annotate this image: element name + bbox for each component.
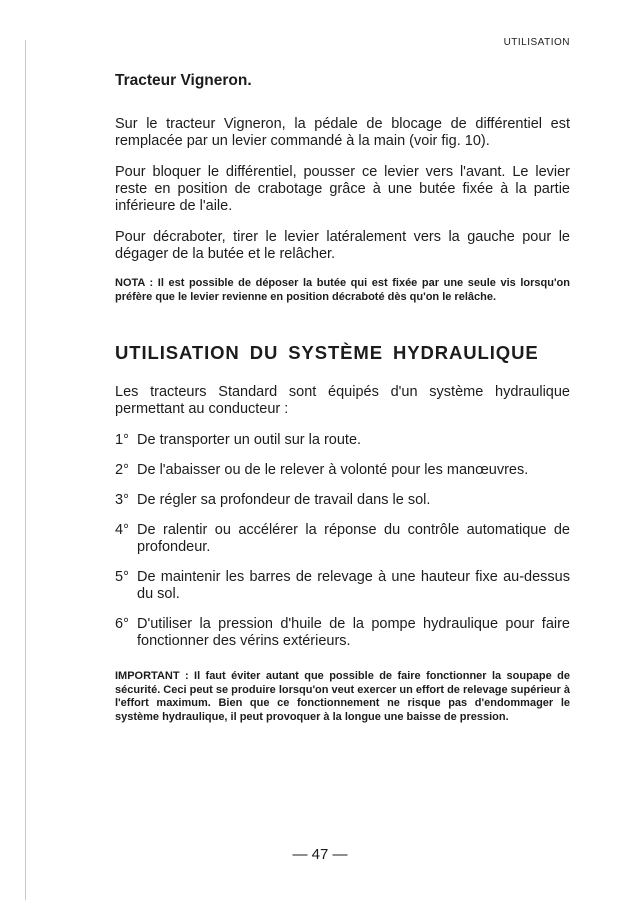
vigneron-paragraph-1: Sur le tracteur Vigneron, la pédale de blocage de différentiel est remplacée par un levier commandé à la main (voir fig. 10). <box>115 116 570 149</box>
nota-note: NOTA : Il est possible de déposer la butée qui est fixée par une seule vis lorsqu'on préfère que le levier revienne en position décraboté dès qu'on le relâche. <box>115 277 570 303</box>
page-number: — 47 — <box>292 846 348 863</box>
list-item <box>115 432 570 449</box>
list-item-number: 3° <box>115 492 129 508</box>
list-item-number: 5° <box>115 569 129 585</box>
important-note: IMPORTANT : Il faut éviter autant que possible de faire fonctionner la soupape de sécurité. Ceci peut se produire lorsqu'on veut exercer un effort de relevage supérieur à l'effort maximum. Bien que ce fonctionnement ne risque pas d'endommager le système hydraulique, il peut provoquer à la longue une baisse de pression. <box>115 670 570 723</box>
list-item <box>115 569 570 603</box>
vigneron-paragraph-3: Pour décraboter, tirer le levier latéralement vers la gauche pour le dégager de la butée et le relâcher. <box>115 229 570 262</box>
hydraulic-section-title: UTILISATION DU SYSTÈME HYDRAULIQUE <box>115 342 539 363</box>
list-item <box>115 616 570 650</box>
running-header: UTILISATION <box>503 37 570 48</box>
page-binding-edge <box>25 40 26 900</box>
list-item <box>115 522 570 556</box>
list-item-number: 6° <box>115 616 129 632</box>
list-item <box>115 462 570 479</box>
list-item-text: D'utiliser la pression d'huile de la pompe hydraulique pour faire fonctionner des vérins extérieurs. <box>137 616 570 649</box>
list-item-text: De l'abaisser ou de le relever à volonté pour les manœuvres. <box>137 462 529 478</box>
hydraulic-intro: Les tracteurs Standard sont équipés d'un système hydraulique permettant au conducteur : <box>115 384 570 417</box>
list-item-text: De maintenir les barres de relevage à une hauteur fixe au-dessus du sol. <box>137 569 570 602</box>
list-item-number: 1° <box>115 432 129 448</box>
list-item-text: De régler sa profondeur de travail dans le sol. <box>137 492 431 508</box>
list-item-number: 4° <box>115 522 129 538</box>
list-item <box>115 492 570 509</box>
page-content <box>115 72 570 738</box>
hydraulic-capabilities-list <box>115 432 570 650</box>
list-item-text: De ralentir ou accélérer la réponse du contrôle automatique de profondeur. <box>137 522 570 555</box>
vigneron-paragraph-2: Pour bloquer le différentiel, pousser ce levier vers l'avant. Le levier reste en position de crabotage grâce à une butée fixée à la partie inférieure de l'aile. <box>115 164 570 214</box>
list-item-text: De transporter un outil sur la route. <box>137 432 362 448</box>
list-item-number: 2° <box>115 462 129 478</box>
vigneron-heading: Tracteur Vigneron. <box>115 72 252 89</box>
